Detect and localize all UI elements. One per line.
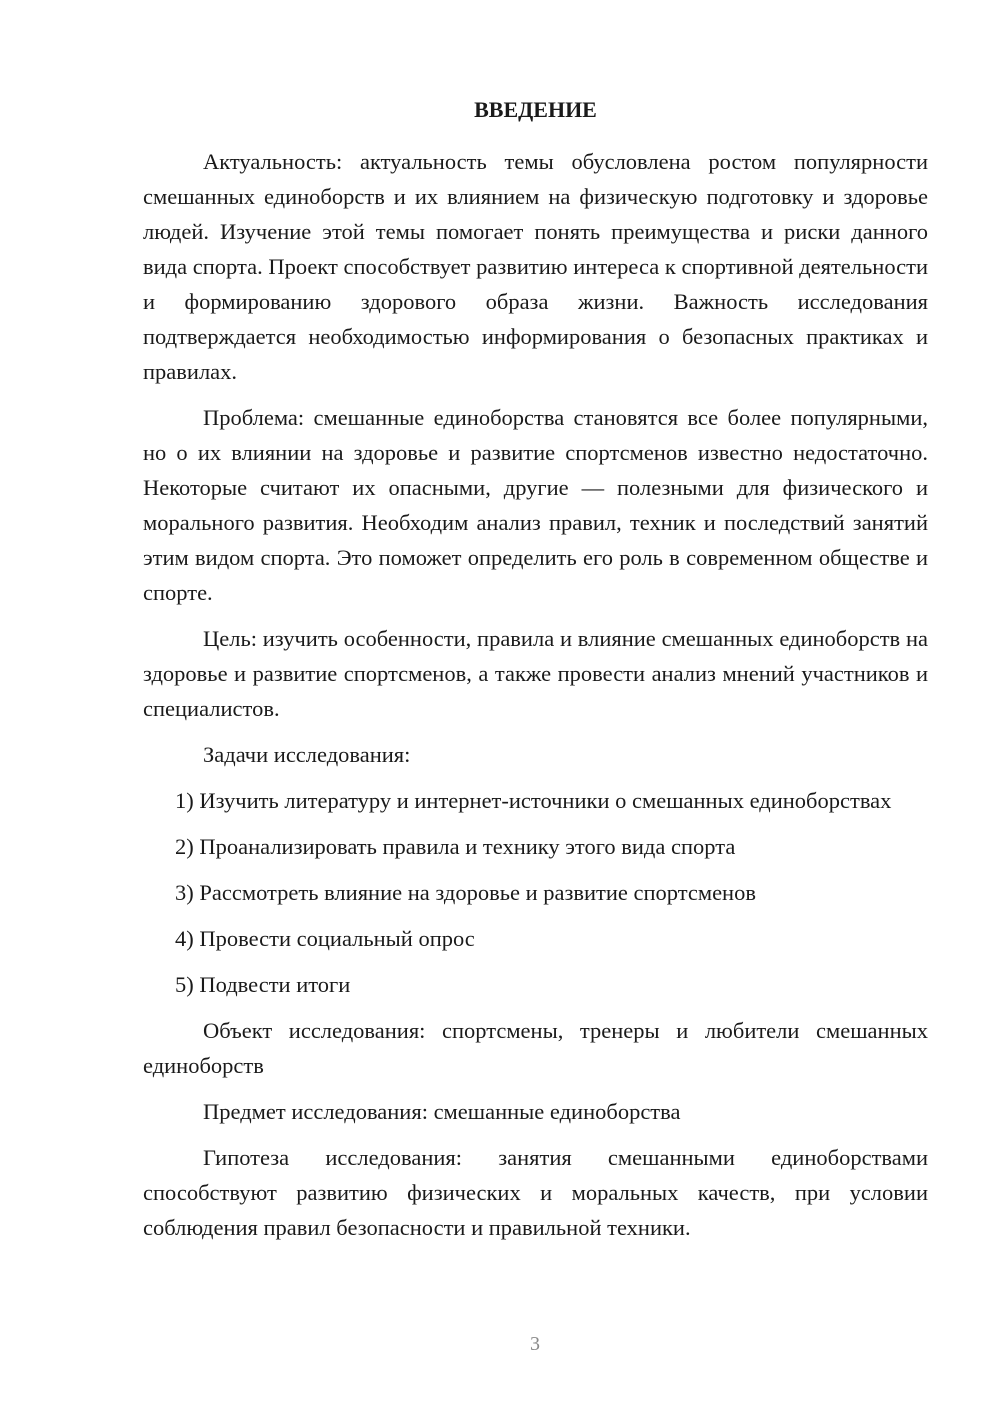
- object-paragraph: Объект исследования: спортсмены, тренеры и любители смешанных единоборств: [143, 1018, 928, 1078]
- hypothesis-paragraph: Гипотеза исследования: занятия смешанными единоборствами способствуют развитию физических и моральных качеств, при условии соблюдения правил безопасности и правильной техники.: [143, 1145, 928, 1240]
- list-item: 5) Подвести итоги: [175, 972, 351, 997]
- document-page: [143, 95, 928, 1245]
- subject-paragraph: Предмет исследования: смешанные единоборства: [203, 1099, 681, 1124]
- page-number: 3: [530, 1333, 540, 1355]
- list-item: 1) Изучить литературу и интернет-источники о смешанных единоборствах: [175, 788, 892, 813]
- list-item: 3) Рассмотреть влияние на здоровье и развитие спортсменов: [175, 880, 756, 905]
- relevance-paragraph: Актуальность: актуальность темы обусловлена ростом популярности смешанных единоборств и их влиянием на физическую подготовку и здоровье людей. Изучение этой темы помогает понять преимущества и риски данного вида спорта. Проект способствует развитию интереса к спортивной деятельности и формированию здорового образа жизни. Важность исследования подтверждается необходимостью информирования о безопасных практиках и правилах.: [143, 149, 928, 384]
- goal-paragraph: Цель: изучить особенности, правила и влияние смешанных единоборств на здоровье и развитие спортсменов, а также провести анализ мнений участников и специалистов.: [143, 626, 928, 721]
- tasks-heading: Задачи исследования:: [203, 742, 411, 767]
- list-item: 4) Провести социальный опрос: [175, 926, 475, 951]
- page-title: ВВЕДЕНИЕ: [474, 97, 597, 122]
- list-item: 2) Проанализировать правила и технику этого вида спорта: [175, 834, 736, 859]
- problem-paragraph: Проблема: смешанные единоборства становятся все более популярными, но о их влиянии на здоровье и развитие спортсменов известно недостаточно. Некоторые считают их опасными, другие — полезными для физического и морального развития. Необходим анализ правил, техник и последствий занятий этим видом спорта. Это поможет определить его роль в современном обществе и спорте.: [143, 405, 928, 605]
